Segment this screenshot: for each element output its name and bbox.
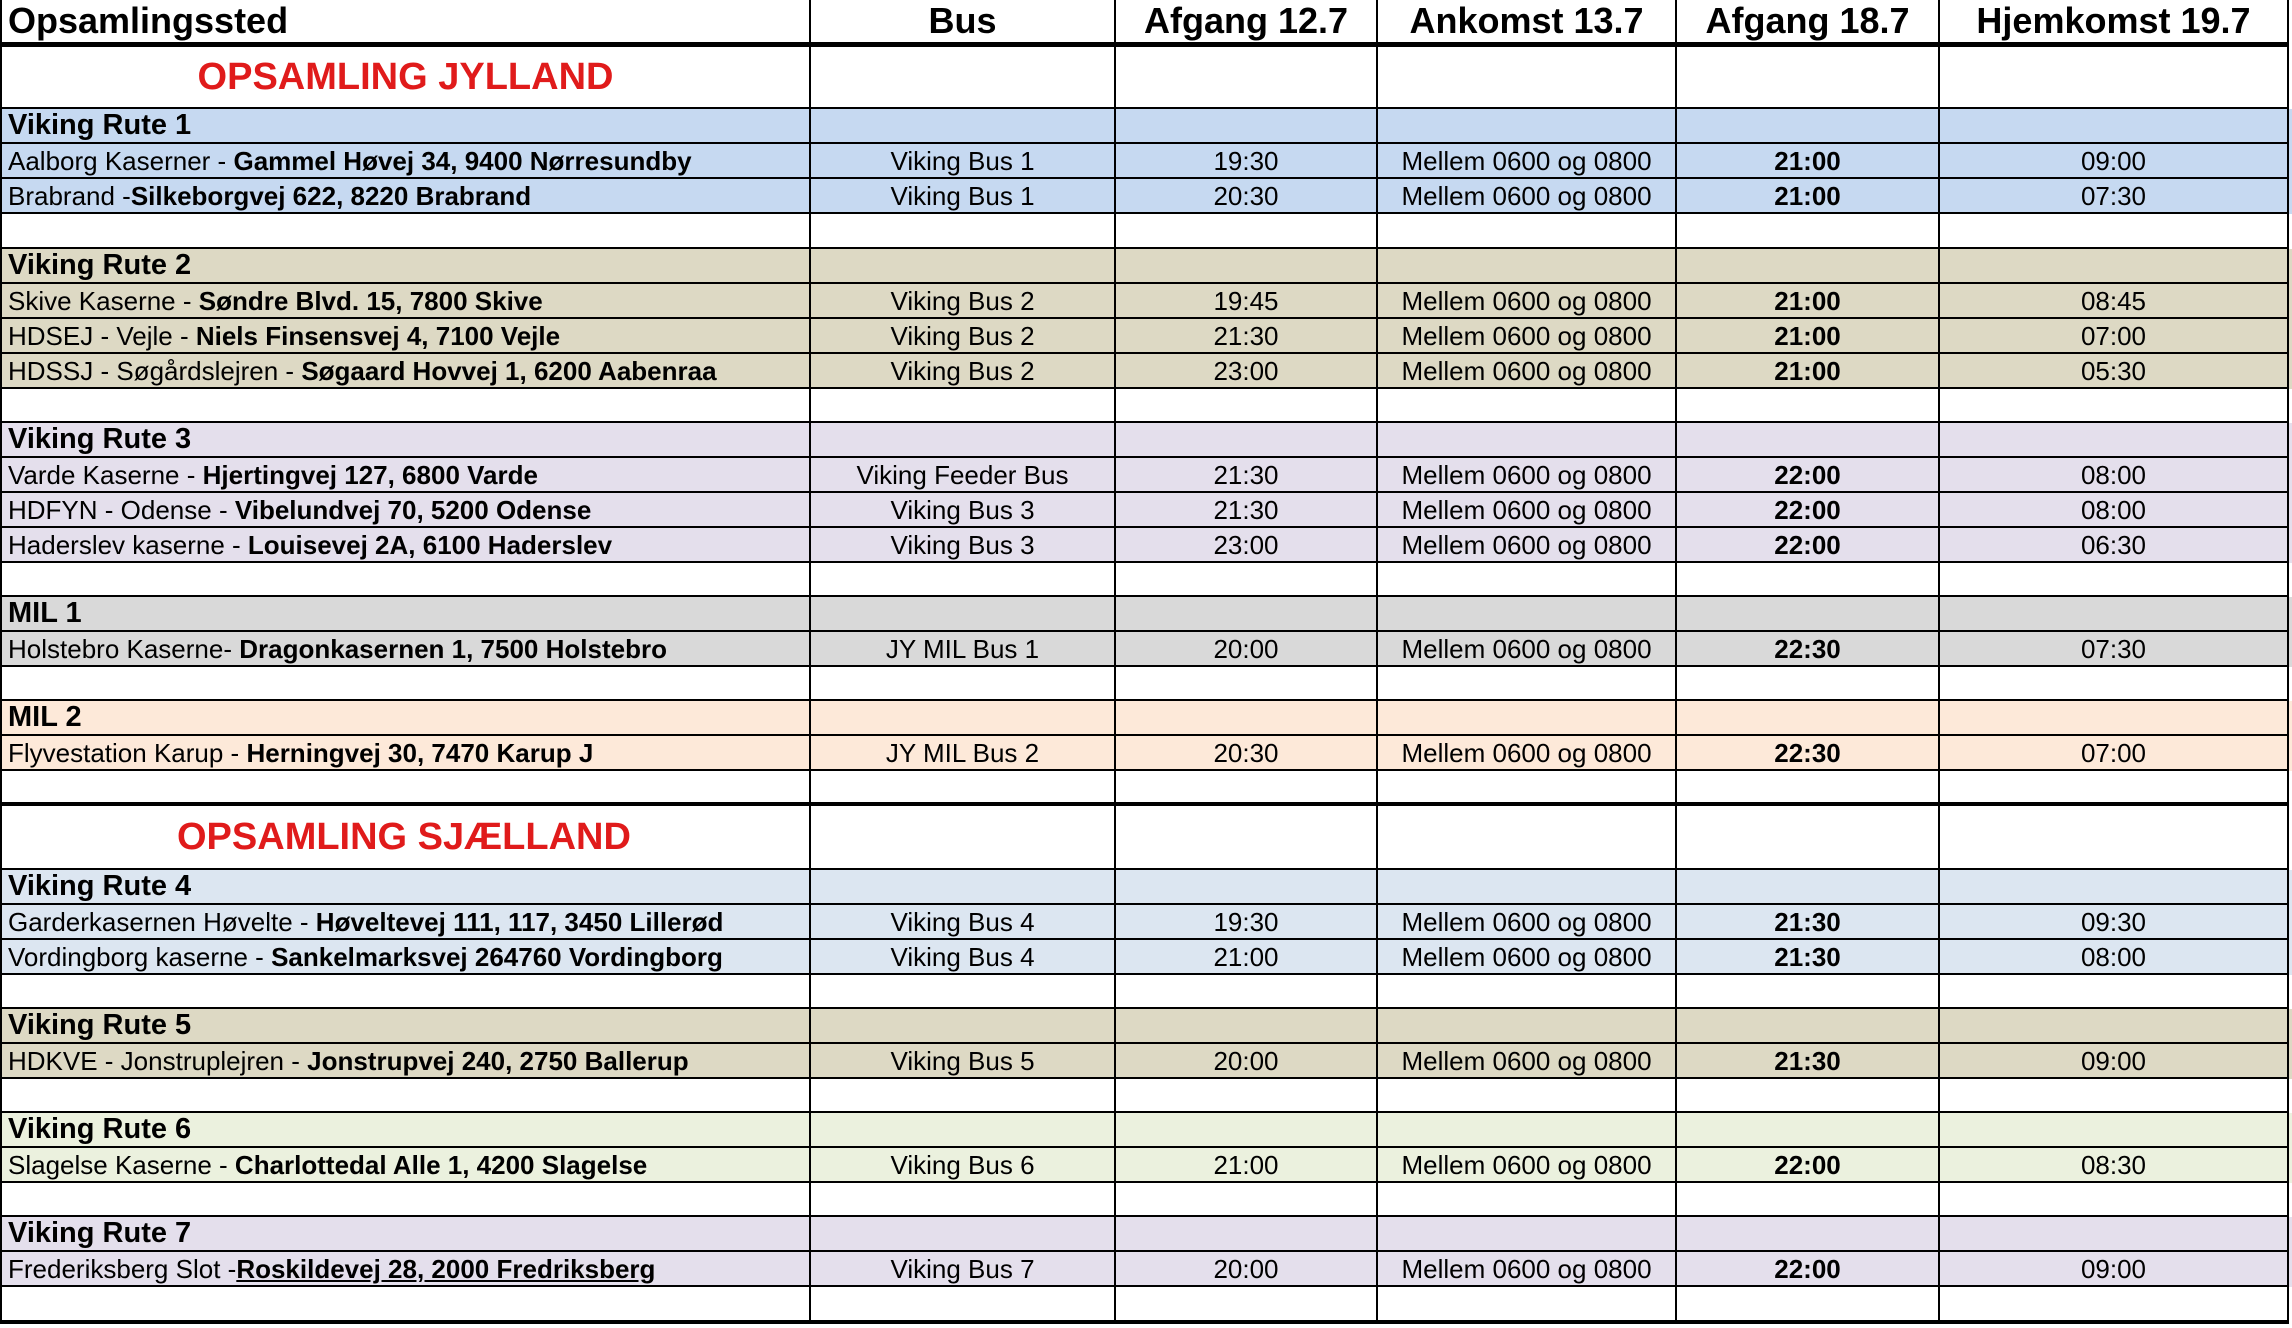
route-header: [0, 870, 2292, 905]
table-row: [0, 179, 2292, 214]
departure-cell: 23:00: [1116, 354, 1378, 389]
spacer-row: [0, 389, 2292, 423]
spacer-row: [0, 1287, 2292, 1324]
route-header: [0, 597, 2292, 632]
pickup-address: Silkeborgvej 622, 8220 Brabrand: [130, 180, 532, 211]
spacer-row: [0, 214, 2292, 249]
table-row: [0, 940, 2292, 975]
table-row: [0, 493, 2292, 528]
pickup-address: Niels Finsensvej 4, 7100 Vejle: [195, 320, 561, 351]
section-title: [0, 806, 811, 870]
route-header: [0, 1009, 2292, 1044]
table-row: [0, 1148, 2292, 1183]
return-departure-cell: 21:00: [1677, 144, 1940, 179]
home-arrival-cell: 07:30: [1940, 632, 2289, 667]
route-header: [0, 1217, 2292, 1252]
bus-cell: Viking Bus 6: [811, 1148, 1116, 1183]
arrival-cell: Mellem 0600 og 0800: [1378, 354, 1677, 389]
return-departure-cell: 22:00: [1677, 528, 1940, 563]
table-header: [0, 0, 2292, 47]
pickup-location: Haderslev kaserne - Louisevej 2A, 6100 Haderslev: [0, 528, 811, 563]
departure-cell: 21:00: [1116, 1148, 1378, 1183]
table-row: [0, 354, 2292, 389]
bus-cell: Viking Bus 4: [811, 940, 1116, 975]
pickup-location: HDSEJ - Vejle - Niels Finsensvej 4, 7100 Vejle: [0, 319, 811, 354]
bus-cell: Viking Bus 5: [811, 1044, 1116, 1079]
pickup-location: Aalborg Kaserner - Gammel Høvej 34, 9400 Nørresundby: [0, 144, 811, 179]
home-arrival-cell: 09:00: [1940, 144, 2289, 179]
section-title-text: OPSAMLING JYLLAND: [197, 56, 614, 98]
route-header: [0, 1113, 2292, 1148]
arrival-cell: Mellem 0600 og 0800: [1378, 319, 1677, 354]
departure-cell: 21:00: [1116, 940, 1378, 975]
pickup-address: Høveltevej 111, 117, 3450 Lillerød: [315, 906, 724, 937]
bus-cell: Viking Feeder Bus: [811, 458, 1116, 493]
departure-cell: 20:00: [1116, 1044, 1378, 1079]
col-header-home: Hjemkomst 19.7: [1940, 0, 2289, 47]
bus-cell: Viking Bus 7: [811, 1252, 1116, 1287]
spacer-row: [0, 975, 2292, 1009]
route-header: [0, 423, 2292, 458]
bus-cell: JY MIL Bus 1: [811, 632, 1116, 667]
route-name: Viking Rute 7: [0, 1217, 811, 1252]
home-arrival-cell: 09:30: [1940, 905, 2289, 940]
route-name: MIL 1: [0, 597, 811, 632]
col-header-bus: Bus: [811, 0, 1116, 47]
pickup-location: Slagelse Kaserne - Charlottedal Alle 1, 4200 Slagelse: [0, 1148, 811, 1183]
arrival-cell: Mellem 0600 og 0800: [1378, 940, 1677, 975]
home-arrival-cell: 08:00: [1940, 458, 2289, 493]
section-title: [0, 47, 811, 109]
route-header: [0, 109, 2292, 144]
departure-cell: 23:00: [1116, 528, 1378, 563]
route-name: MIL 2: [0, 701, 811, 736]
departure-cell: 21:30: [1116, 458, 1378, 493]
return-departure-cell: 21:00: [1677, 354, 1940, 389]
arrival-cell: Mellem 0600 og 0800: [1378, 1044, 1677, 1079]
pickup-location: Varde Kaserne - Hjertingvej 127, 6800 Varde: [0, 458, 811, 493]
home-arrival-cell: 07:00: [1940, 319, 2289, 354]
return-departure-cell: 22:00: [1677, 1148, 1940, 1183]
section-jylland: [0, 47, 2292, 109]
bus-cell: Viking Bus 1: [811, 144, 1116, 179]
return-departure-cell: 21:00: [1677, 179, 1940, 214]
spacer-row: [0, 771, 2292, 806]
route-header: [0, 701, 2292, 736]
home-arrival-cell: 08:45: [1940, 284, 2289, 319]
route-name: Viking Rute 3: [0, 423, 811, 458]
table-row: [0, 905, 2292, 940]
arrival-cell: Mellem 0600 og 0800: [1378, 144, 1677, 179]
pickup-address: Søndre Blvd. 15, 7800 Skive: [198, 285, 543, 316]
table-row: [0, 736, 2292, 771]
table-row: [0, 1252, 2292, 1287]
pickup-location: Flyvestation Karup - Herningvej 30, 7470 Karup J: [0, 736, 811, 771]
pickup-location: HDKVE - Jonstruplejren - Jonstrupvej 240, 2750 Ballerup: [0, 1044, 811, 1079]
arrival-cell: Mellem 0600 og 0800: [1378, 284, 1677, 319]
home-arrival-cell: 08:30: [1940, 1148, 2289, 1183]
home-arrival-cell: 08:00: [1940, 940, 2289, 975]
pickup-address: Dragonkasernen 1, 7500 Holstebro: [239, 633, 667, 664]
return-departure-cell: 21:30: [1677, 940, 1940, 975]
table-row: [0, 458, 2292, 493]
departure-cell: 20:00: [1116, 1252, 1378, 1287]
bus-cell: JY MIL Bus 2: [811, 736, 1116, 771]
arrival-cell: Mellem 0600 og 0800: [1378, 632, 1677, 667]
return-departure-cell: 22:00: [1677, 493, 1940, 528]
pickup-location: Skive Kaserne - Søndre Blvd. 15, 7800 Skive: [0, 284, 811, 319]
home-arrival-cell: 09:00: [1940, 1252, 2289, 1287]
return-departure-cell: 22:30: [1677, 632, 1940, 667]
pickup-address: Jonstrupvej 240, 2750 Ballerup: [307, 1045, 689, 1076]
col-header-departure-1: Afgang 12.7: [1116, 0, 1378, 47]
departure-cell: 20:30: [1116, 736, 1378, 771]
pickup-location: HDFYN - Odense - Vibelundvej 70, 5200 Odense: [0, 493, 811, 528]
arrival-cell: Mellem 0600 og 0800: [1378, 1252, 1677, 1287]
table-row: [0, 284, 2292, 319]
section-sjaelland: [0, 806, 2292, 870]
departure-cell: 21:30: [1116, 493, 1378, 528]
spacer-row: [0, 667, 2292, 701]
table-row: [0, 1044, 2292, 1079]
home-arrival-cell: 07:00: [1940, 736, 2289, 771]
table-row: [0, 632, 2292, 667]
bus-cell: Viking Bus 2: [811, 319, 1116, 354]
route-name: Viking Rute 6: [0, 1113, 811, 1148]
bus-cell: Viking Bus 1: [811, 179, 1116, 214]
home-arrival-cell: 08:00: [1940, 493, 2289, 528]
home-arrival-cell: 07:30: [1940, 179, 2289, 214]
route-name: Viking Rute 1: [0, 109, 811, 144]
return-departure-cell: 22:00: [1677, 1252, 1940, 1287]
arrival-cell: Mellem 0600 og 0800: [1378, 528, 1677, 563]
bus-cell: Viking Bus 2: [811, 284, 1116, 319]
return-departure-cell: 21:30: [1677, 905, 1940, 940]
return-departure-cell: 22:30: [1677, 736, 1940, 771]
pickup-location: Garderkasernen Høvelte - Høveltevej 111, 117, 3450 Lillerød: [0, 905, 811, 940]
home-arrival-cell: 06:30: [1940, 528, 2289, 563]
arrival-cell: Mellem 0600 og 0800: [1378, 493, 1677, 528]
departure-cell: 20:00: [1116, 632, 1378, 667]
col-header-departure-2: Afgang 18.7: [1677, 0, 1940, 47]
pickup-address: Gammel Høvej 34, 9400 Nørresundby: [233, 145, 692, 176]
pickup-address: Charlottedal Alle 1, 4200 Slagelse: [234, 1149, 648, 1180]
table-row: [0, 528, 2292, 563]
departure-cell: 19:45: [1116, 284, 1378, 319]
departure-cell: 19:30: [1116, 144, 1378, 179]
section-title-text: OPSAMLING SJÆLLAND: [177, 816, 631, 858]
spacer-row: [0, 563, 2292, 597]
pickup-address: Sankelmarksvej 264760 Vordingborg: [271, 941, 723, 972]
arrival-cell: Mellem 0600 og 0800: [1378, 905, 1677, 940]
arrival-cell: Mellem 0600 og 0800: [1378, 179, 1677, 214]
route-header: [0, 249, 2292, 284]
pickup-address: Louisevej 2A, 6100 Haderslev: [247, 529, 613, 560]
bus-cell: Viking Bus 3: [811, 493, 1116, 528]
pickup-address: Herningvej 30, 7470 Karup J: [246, 737, 594, 768]
pickup-location: Vordingborg kaserne - Sankelmarksvej 264760 Vordingborg: [0, 940, 811, 975]
pickup-address: Vibelundvej 70, 5200 Odense: [234, 494, 592, 525]
col-header-arrival: Ankomst 13.7: [1378, 0, 1677, 47]
route-name: Viking Rute 5: [0, 1009, 811, 1044]
spacer-row: [0, 1183, 2292, 1217]
pickup-address: Hjertingvej 127, 6800 Varde: [202, 459, 538, 490]
return-departure-cell: 21:00: [1677, 284, 1940, 319]
bus-cell: Viking Bus 3: [811, 528, 1116, 563]
bus-cell: Viking Bus 4: [811, 905, 1116, 940]
col-header-location: Opsamlingssted: [0, 0, 811, 47]
pickup-address: Søgaard Hovvej 1, 6200 Aabenraa: [301, 355, 717, 386]
table-row: [0, 319, 2292, 354]
route-name: Viking Rute 4: [0, 870, 811, 905]
arrival-cell: Mellem 0600 og 0800: [1378, 1148, 1677, 1183]
pickup-location: Frederiksberg Slot - Roskildevej 28, 2000 Fredriksberg: [0, 1252, 811, 1287]
bus-cell: Viking Bus 2: [811, 354, 1116, 389]
spacer-row: [0, 1079, 2292, 1113]
pickup-location: HDSSJ - Søgårdslejren - Søgaard Hovvej 1, 6200 Aabenraa: [0, 354, 811, 389]
pickup-address: Roskildevej 28, 2000 Fredriksberg: [236, 1253, 656, 1284]
pickup-location: Brabrand - Silkeborgvej 622, 8220 Brabrand: [0, 179, 811, 214]
arrival-cell: Mellem 0600 og 0800: [1378, 458, 1677, 493]
return-departure-cell: 21:30: [1677, 1044, 1940, 1079]
table-row: [0, 144, 2292, 179]
home-arrival-cell: 05:30: [1940, 354, 2289, 389]
pickup-location: Holstebro Kaserne- Dragonkasernen 1, 7500 Holstebro: [0, 632, 811, 667]
departure-cell: 20:30: [1116, 179, 1378, 214]
return-departure-cell: 21:00: [1677, 319, 1940, 354]
home-arrival-cell: 09:00: [1940, 1044, 2289, 1079]
arrival-cell: Mellem 0600 og 0800: [1378, 736, 1677, 771]
departure-cell: 19:30: [1116, 905, 1378, 940]
return-departure-cell: 22:00: [1677, 458, 1940, 493]
departure-cell: 21:30: [1116, 319, 1378, 354]
route-name: Viking Rute 2: [0, 249, 811, 284]
